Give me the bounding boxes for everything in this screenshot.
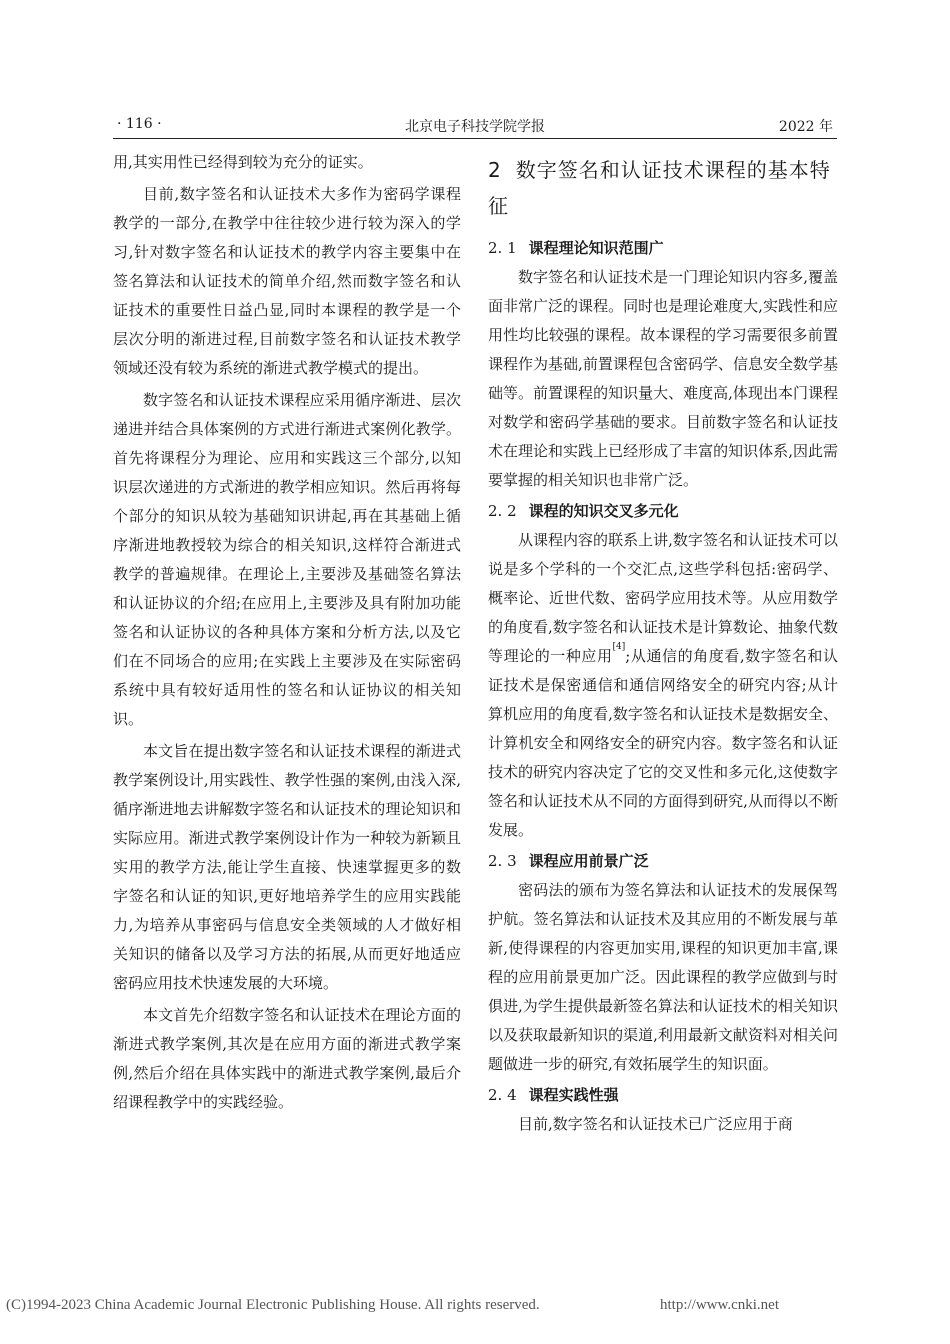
paragraph: 目前,数字签名和认证技术大多作为密码学课程教学的一部分,在教学中往往较少进行较为深入的学习,针对数字签名和认证技术的教学内容主要集中在签名算法和认证技术的简单介绍,然而数字签名和认证技术的重要性日益凸显,同时本课程的教学是一个层次分明的渐进过程,目前数字签名和认证技术教学领域还没有较为系统的渐进式教学模式的提出。 [113, 185, 461, 377]
subsection-number: 2. 3 [488, 852, 517, 870]
copyright-notice: (C)1994-2023 China Academic Journal Electronic Publishing House. All rights reserved. [6, 1297, 540, 1313]
subsection-heading [488, 847, 838, 875]
section-number: 2 [488, 158, 502, 182]
paragraph-continued: 用,其实用性已经得到较为充分的证实。 [113, 153, 373, 171]
subsection-number: 2. 1 [488, 239, 517, 257]
left-column [113, 148, 461, 1117]
publication-year: 2022 年 [778, 119, 833, 135]
paragraph-with-citation [488, 526, 838, 845]
right-column [488, 148, 838, 1139]
subsection-title: 课程实践性强 [528, 1086, 619, 1104]
running-header [113, 113, 837, 139]
subsection-heading [488, 234, 838, 262]
paragraph: 数字签名和认证技术课程应采用循序渐进、层次递进并结合具体案例的方式进行渐进式案例化教学。首先将课程分为理论、应用和实践这三个部分,以知识层次递进的方式渐进的教学相应知识。然后再将每个部分的知识从较为基础知识讲起,再在其基础上循序渐进地教授较为综合的相关知识,这样符合渐进式教学的普遍规律。在理论上,主要涉及基础签名算法和认证协议的介绍;在应用上,主要涉及具有附加功能签名和认证协议的各种具体方案和分析方法,以及它们在不同场合的应用;在实践上主要涉及在实际密码系统中具有较好适用性的签名和认证协议的相关知识。 [113, 391, 461, 728]
subsection-number: 2. 4 [488, 1086, 517, 1104]
journal-title: 北京电子科技学院学报 [405, 119, 545, 135]
footer-url[interactable]: http://www.cnki.net [660, 1297, 780, 1313]
paragraph: 数字签名和认证技术是一门理论知识内容多,覆盖面非常广泛的课程。同时也是理论难度大,实践性和应用性均比较强的课程。故本课程的学习需要很多前置课程作为基础,前置课程包含密码学、信息安全数学基础等。前置课程的知识量大、难度高,体现出本门课程对数学和密码学基础的要求。目前数字签名和认证技术在理论和实践上已经形成了丰富的知识体系,因此需要掌握的相关知识也非常广泛。 [488, 268, 838, 489]
subsection-title: 课程应用前景广泛 [528, 852, 649, 870]
paragraph-text: ;从通信的角度看,数字签名和认证技术是保密通信和通信网络安全的研究内容;从计算机应用的角度看,数字签名和认证技术是数据安全、计算机安全和网络安全的研究内容。数字签名和认证技术的研究内容决定了它的交叉性和多元化,这使数字签名和认证技术从不同的方面得到研究,从而得以不断发展。 [488, 647, 838, 839]
page-number: · 116 · [117, 116, 162, 132]
paragraph: 密码法的颁布为签名算法和认证技术的发展保驾护航。签名算法和认证技术及其应用的不断发展与革新,使得课程的内容更加实用,课程的知识更加丰富,课程的应用前景更加广泛。因此课程的教学应做到与时俱进,为学生提供最新签名算法和认证技术的相关知识以及获取最新知识的渠道,利用最新文献资料对相关问题做进一步的研究,有效拓展学生的知识面。 [488, 881, 838, 1073]
section-heading [488, 152, 838, 224]
paragraph: 本文首先介绍数字签名和认证技术在理论方面的渐进式教学案例,其次是在应用方面的渐进式教学案例,然后介绍在具体实践中的渐进式教学案例,最后介绍课程教学中的实践经验。 [113, 1006, 461, 1111]
section-title: 数字签名和认证技术课程的基本特征 [488, 158, 831, 218]
subsection-heading [488, 497, 838, 525]
citation-ref[interactable]: [4] [612, 642, 626, 652]
paragraph: 目前,数字签名和认证技术已广泛应用于商 [518, 1115, 793, 1133]
subsection-number: 2. 2 [488, 502, 517, 520]
subsection-title: 课程的知识交叉多元化 [528, 502, 679, 520]
paragraph: 本文旨在提出数字签名和认证技术课程的渐进式教学案例设计,用实践性、教学性强的案例,由浅入深,循序渐进地去讲解数字签名和认证技术的理论知识和实际应用。渐进式教学案例设计作为一种较为新颖且实用的教学方法,能让学生直接、快速掌握更多的数字签名和认证的知识,更好地培养学生的应用实践能力,为培养从事密码与信息安全类领域的人才做好相关知识的储备以及学习方法的拓展,从而更好地适应密码应用技术快速发展的大环境。 [113, 742, 461, 992]
subsection-title: 课程理论知识范围广 [528, 239, 664, 257]
paragraph-text: 从课程内容的联系上讲,数字签名和认证技术可以说是多个学科的一个交汇点,这些学科包括:密码学、概率论、近世代数、密码学应用技术等。从应用数学的角度看,数字签名和认证技术是计算数论、抽象代数等理论的一种应用 [488, 531, 838, 665]
subsection-heading [488, 1081, 838, 1109]
